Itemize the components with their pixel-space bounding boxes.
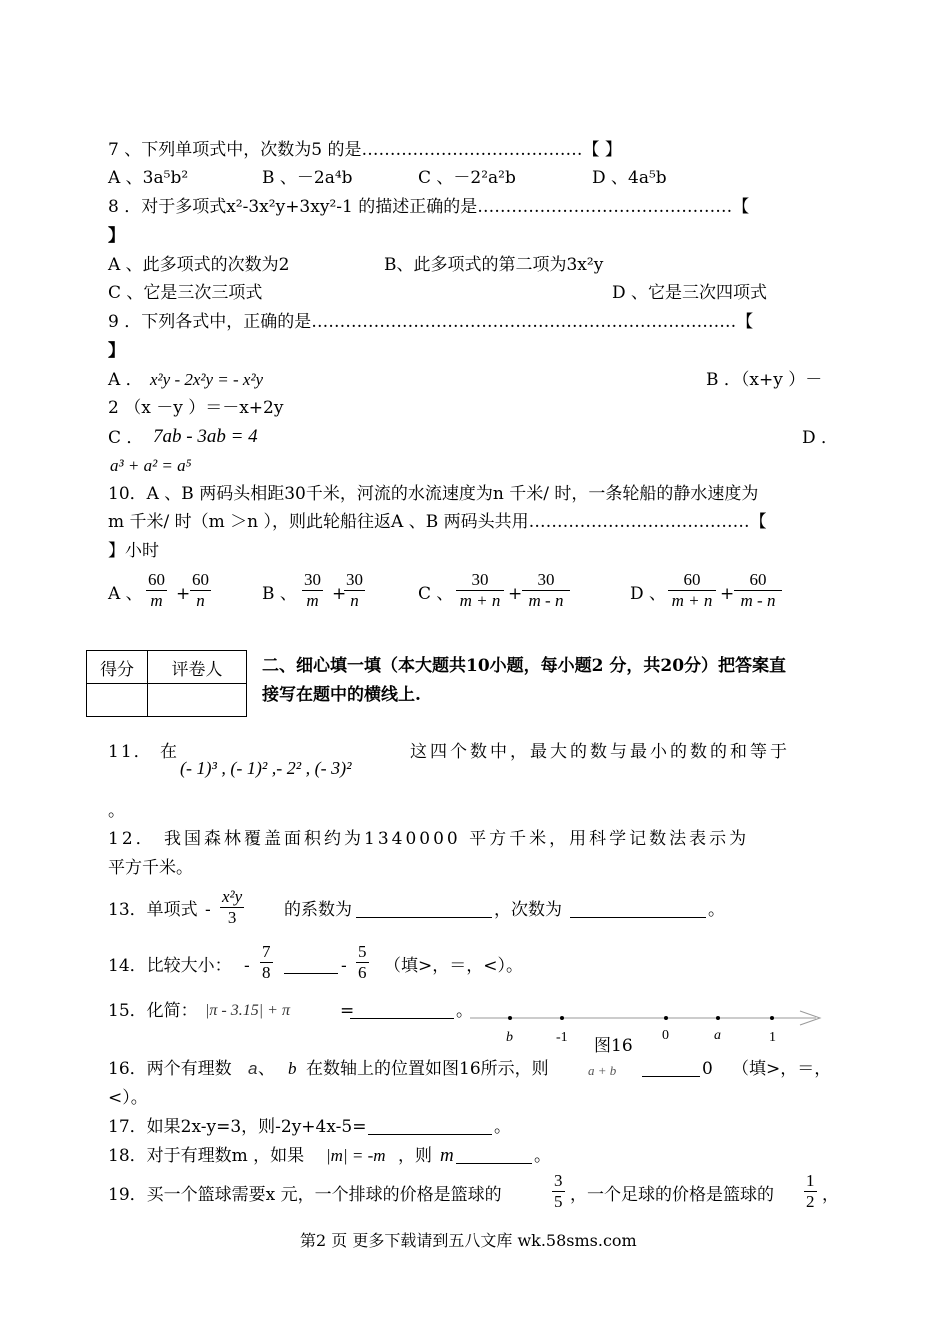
q10-line2: m 千米/ 时（m ＞n ），则此轮船往返A 、B 两码头共用…………………………………【 <box>108 512 767 532</box>
figure-16-caption: 图16 <box>594 1036 633 1056</box>
q10-option-d-frac2: $\frac{60}{m - n}$ <box>734 570 782 611</box>
q11-expr: (- 1)³ , (- 1)² ,- 2² , (- 3)² <box>180 758 352 778</box>
q16-sep: 、 <box>258 1059 275 1079</box>
q7-option-b: B 、－2a⁴b <box>262 168 353 188</box>
q10-option-b-plus: + <box>332 584 347 604</box>
q14-end: （填>，＝，<）。 <box>384 956 523 976</box>
number-line <box>470 1005 850 1035</box>
q16-zero: 0 <box>702 1059 713 1079</box>
q9-option-a-label: A ． <box>108 370 143 390</box>
q11-post: 这四个数中，最大的数与最小的数的和等于 <box>410 742 790 762</box>
q14-minus1: - <box>244 956 250 976</box>
q10-option-c-label: C 、 <box>418 584 454 604</box>
section2-heading-line2: 接写在题中的横线上. <box>262 685 421 705</box>
q18-m: m <box>440 1145 454 1166</box>
number-line-label-neg1: -1 <box>556 1030 568 1045</box>
q10-option-c-frac1: $\frac{30}{m + n}$ <box>456 570 504 611</box>
score-cell[interactable] <box>87 684 148 717</box>
q15-end: 。 <box>456 1001 473 1021</box>
q11-end: 。 <box>108 801 125 821</box>
q7-option-c: C 、－2²a²b <box>418 168 516 188</box>
q16-line1a: 16．两个有理数 <box>108 1059 232 1079</box>
q13-mid: 的系数为 <box>284 900 352 920</box>
q10-line1: 10．A 、B 两码头相距30千米，河流的水流速度为n 千米/ 时，一条轮船的静水速度为 <box>108 484 759 504</box>
q18-expr: |m| = -m <box>326 1146 386 1165</box>
q16-line1b: 在数轴上的位置如图16所示，则 <box>306 1059 549 1079</box>
q9-stem: 9 ．下列各式中，正确的是…………………………………………………………………【 <box>108 312 754 332</box>
q10-option-a-frac1: $\frac{60}{m}$ <box>148 570 165 610</box>
section2-heading-line1: 二、细心填一填（本大题共10小题，每小题2 分，共20分）把答案直 <box>262 656 787 676</box>
q13-mid2: ，次数为 <box>494 900 562 920</box>
q11-pre: 11． 在 <box>108 742 180 762</box>
q9-option-d-expr: a³ + a² = a⁵ <box>110 456 192 475</box>
q12-line1: 12． 我国森林覆盖面积约为1340000 平方千米，用科学记数法表示为 <box>108 829 750 849</box>
q13-degree-blank[interactable] <box>570 899 706 918</box>
q9-option-c-label: C ． <box>108 428 144 448</box>
number-line-point-neg1 <box>560 1016 564 1020</box>
q19-end: ， <box>822 1185 839 1205</box>
q19-frac1: $\frac{3}{5}$ <box>554 1171 563 1211</box>
q16-fill: （填>，＝， <box>732 1059 832 1079</box>
q7-stem: 7 、下列单项式中，次数为5 的是…………………………………【 】 <box>108 140 622 160</box>
page-footer: 第2 页 更多下载请到五八文库 wk.58sms.com <box>300 1231 637 1250</box>
q17-end: 。 <box>494 1117 511 1137</box>
q10-option-b-frac1: $\frac{30}{m}$ <box>304 570 321 610</box>
q15-pre: 15．化简： <box>108 1001 198 1021</box>
number-line-label-b: b <box>506 1030 513 1045</box>
q16-expr: a + b <box>588 1063 617 1078</box>
number-line-label-a: a <box>714 1028 721 1043</box>
q9-option-c-expr: 7ab - 3ab = 4 <box>153 426 258 447</box>
q10-line3: 】小时 <box>108 541 159 561</box>
number-line-point-0 <box>664 1016 668 1020</box>
q18-end: 。 <box>534 1146 551 1166</box>
q10-option-b-frac2: $\frac{30}{n}$ <box>346 570 363 610</box>
q14-frac2: $\frac{5}{6}$ <box>358 942 367 982</box>
q7-option-a: A 、3a⁵b² <box>108 168 189 188</box>
q9-option-b-cont: 2 （x －y ）＝－x+2y <box>108 398 284 418</box>
score-header: 得分 <box>87 651 148 684</box>
q19-frac2: $\frac{1}{2}$ <box>806 1171 815 1211</box>
q10-option-b-label: B 、 <box>262 584 297 604</box>
q17-text: 17．如果2x-y=3，则-2y+4x-5= <box>108 1117 367 1137</box>
q14-pre: 14．比较大小： <box>108 956 232 976</box>
q9-option-d-label: D ． <box>802 428 839 448</box>
q14-compare-blank[interactable] <box>284 955 338 974</box>
q9-option-b-label: B ．（x+y ）－ <box>706 370 823 390</box>
q18-mid: ，则 <box>398 1146 432 1166</box>
q10-option-d-label: D 、 <box>630 584 667 604</box>
q8-bracket: 】 <box>108 226 125 246</box>
q14-minus2: - <box>341 956 347 976</box>
q8-option-b: B、此多项式的第二项为3x²y <box>384 255 604 275</box>
q10-option-c-frac2: $\frac{30}{m - n}$ <box>522 570 570 611</box>
grader-cell[interactable] <box>148 684 247 717</box>
q8-option-d: D 、它是三次四项式 <box>612 283 768 303</box>
q10-option-a-frac2: $\frac{60}{n}$ <box>192 570 209 610</box>
q16-var-a: a <box>248 1059 258 1078</box>
q10-option-a-label: A 、 <box>108 584 143 604</box>
q7-option-d: D 、4a⁵b <box>592 168 667 188</box>
q10-option-c-plus: + <box>508 584 523 604</box>
q13-end: 。 <box>708 900 725 920</box>
q13-coefficient-blank[interactable] <box>356 899 492 918</box>
q8-option-a: A 、此多项式的次数为2 <box>108 255 290 275</box>
q8-option-c: C 、它是三次三项式 <box>108 283 263 303</box>
number-line-point-b <box>508 1016 512 1020</box>
q10-option-d-plus: + <box>720 584 735 604</box>
q9-bracket: 】 <box>108 341 125 361</box>
q14-frac1: $\frac{7}{8}$ <box>262 942 271 982</box>
score-table <box>86 650 247 717</box>
q13-monomial: $\frac{\text{x²y}}{3}$ <box>222 887 243 927</box>
q16-blank[interactable] <box>642 1058 700 1077</box>
number-line-point-1 <box>770 1016 774 1020</box>
q18-pre: 18．对于有理数m ，如果 <box>108 1146 305 1166</box>
q13-minus: - <box>205 900 211 920</box>
q10-option-a-plus: + <box>176 584 191 604</box>
q15-blank[interactable] <box>350 1000 454 1019</box>
q16-line2: <）。 <box>108 1088 148 1108</box>
q16-var-b: b <box>288 1059 297 1078</box>
q19-pre: 19．买一个篮球需要x 元，一个排球的价格是篮球的 <box>108 1185 502 1205</box>
q19-mid: ，一个足球的价格是篮球的 <box>570 1185 774 1205</box>
q15-expr: |π - 3.15| + π <box>205 1002 290 1019</box>
number-line-point-a <box>716 1016 720 1020</box>
q8-stem: 8 ．对于多项式x²-3x²y+3xy²-1 的描述正确的是………………………………………【 <box>108 197 750 217</box>
number-line-label-0: 0 <box>662 1028 669 1043</box>
q10-option-d-frac1: $\frac{60}{m + n}$ <box>668 570 716 611</box>
grader-header: 评卷人 <box>148 651 247 684</box>
q15-eq: = <box>340 1001 355 1021</box>
q9-option-a-expr: x²y - 2x²y = - x²y <box>150 370 264 389</box>
number-line-label-1: 1 <box>769 1030 776 1045</box>
q17-blank[interactable] <box>368 1116 492 1135</box>
q13-pre: 13．单项式 <box>108 900 198 920</box>
q18-blank[interactable] <box>456 1145 532 1164</box>
q12-line2: 平方千米。 <box>108 858 193 878</box>
